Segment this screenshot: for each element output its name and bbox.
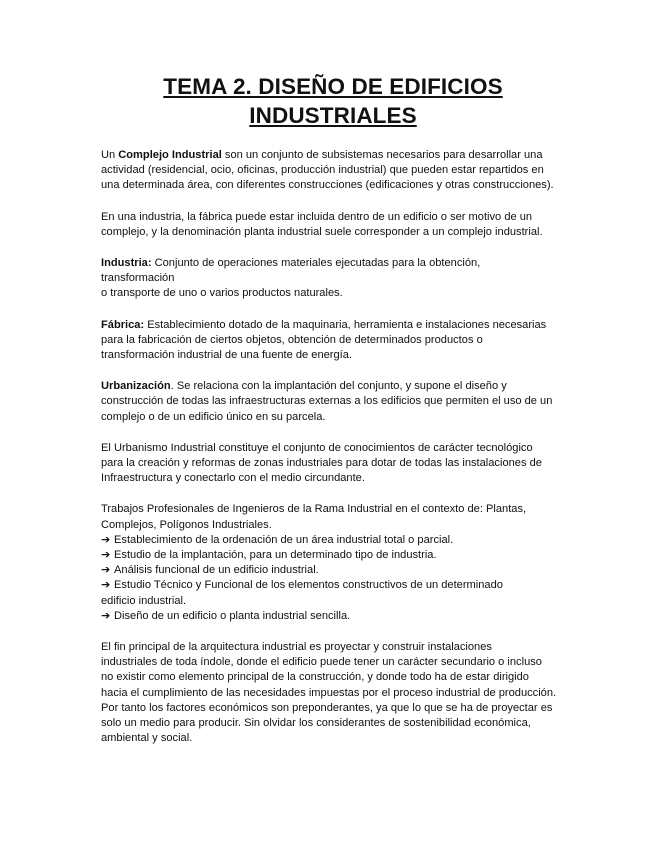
text-line: Urbanización. Se relaciona con la implantación del conjunto, y supone el diseño y [101, 380, 507, 393]
list-item: ➔ Establecimiento de la ordenación de un área industrial total o parcial. [101, 533, 565, 548]
arrow-icon: ➔ [101, 609, 111, 622]
text-line: construcción de todas las infraestructuras externas a los edificios que permiten el uso de un [101, 395, 553, 408]
text-line: Un Complejo Industrial son un conjunto de subsistemas necesarios para desarrollar una [101, 149, 543, 161]
text-line: industriales de toda índole, donde el edificio puede tener un carácter secundario o incluso [101, 656, 542, 669]
text-line: Infraestructura y conectarlo con el medio circundante. [101, 472, 365, 485]
text-line: hacia el cumplimiento de las necesidades impuestas por el proceso industrial de producción. [101, 686, 557, 699]
text-line: complejo o de un edificio único en su parcela. [101, 410, 326, 423]
list-item: ➔ Análisis funcional de un edificio industrial. [101, 563, 565, 578]
title-line-2: INDUSTRIALES [249, 103, 417, 128]
bold-term: Fábrica: [101, 318, 145, 331]
list-item-continuation: edificio industrial. [101, 594, 187, 607]
text-line: o transporte de uno o varios productos naturales. [101, 287, 343, 300]
text-line: Trabajos Profesionales de Ingenieros de la Rama Industrial en el contexto de: Plantas, [101, 503, 527, 516]
text-line: una determinada área, con diferentes construcciones (edificaciones y otras construcciones). [101, 179, 554, 192]
text-line: El Urbanismo Industrial constituye el conjunto de conocimientos de carácter tecnológico [101, 441, 533, 454]
text-line: transformación industrial de una fuente de energía. [101, 349, 353, 362]
arrow-icon: ➔ [101, 564, 111, 577]
text-line: Fábrica: Establecimiento dotado de la maquinaria, herramienta e instalaciones necesarias [101, 318, 547, 331]
text-line: En una industria, la fábrica puede estar incluida dentro de un edificio o ser motivo de un [101, 210, 533, 223]
text-line: El fin principal de la arquitectura industrial es proyectar y construir instalaciones [101, 641, 492, 654]
text-line: ambiental y social. [101, 732, 193, 745]
paragraph-fin-principal [101, 640, 565, 746]
list-item: ➔ Estudio de la implantación, para un determinado tipo de industria. [101, 548, 565, 563]
arrow-icon: ➔ [101, 579, 111, 592]
text-line: para la creación y reformas de zonas industriales para dotar de todas las instalaciones de [101, 457, 542, 470]
paragraph-urbanizacion [101, 379, 565, 425]
paragraph-complejo-industrial [101, 148, 565, 194]
paragraph-industria-definicion [101, 256, 565, 302]
bold-term: Industria: [101, 257, 152, 270]
text-line: Por tanto los factores económicos son preponderantes, ya que lo que se ha de proyectar es [101, 701, 553, 714]
arrow-icon: ➔ [101, 533, 111, 546]
text-line: para la fabricación de ciertos objetos, obtención de determinados productos o [101, 333, 483, 346]
list-item: ➔ Estudio Técnico y Funcional de los elementos constructivos de un determinado [101, 578, 565, 593]
text-line: complejo, y la denominación planta industrial suele corresponder a un complejo industrial. [101, 225, 543, 238]
bold-term: Complejo Industrial [118, 149, 222, 161]
list-item: ➔ Diseño de un edificio o planta industrial sencilla. [101, 609, 565, 624]
page-title [101, 72, 565, 130]
text-line: no existir como elemento principal de la construcción, y donde todo ha de estar dirigido [101, 671, 529, 684]
title-line-1: TEMA 2. DISEÑO DE EDIFICIOS [163, 74, 503, 99]
text-line: solo un medio para producir. Sin olvidar los considerantes de sostenibilidad económica, [101, 717, 531, 730]
paragraph-urbanismo-industrial [101, 441, 565, 487]
paragraph-fabrica-definicion [101, 318, 565, 364]
text-line: transformación [101, 272, 175, 285]
paragraph-industria-fabrica [101, 210, 565, 240]
text-line: Industria: Conjunto de operaciones materiales ejecutadas para la obtención, [101, 257, 481, 270]
bold-term: Urbanización [101, 380, 171, 393]
paragraph-trabajos-profesionales [101, 502, 565, 624]
arrow-icon: ➔ [101, 549, 111, 562]
text-line: Complejos, Polígonos Industriales. [101, 518, 272, 531]
text-line: actividad (residencial, ocio, oficinas, producción industrial) que pueden estar repartidos en [101, 164, 544, 177]
